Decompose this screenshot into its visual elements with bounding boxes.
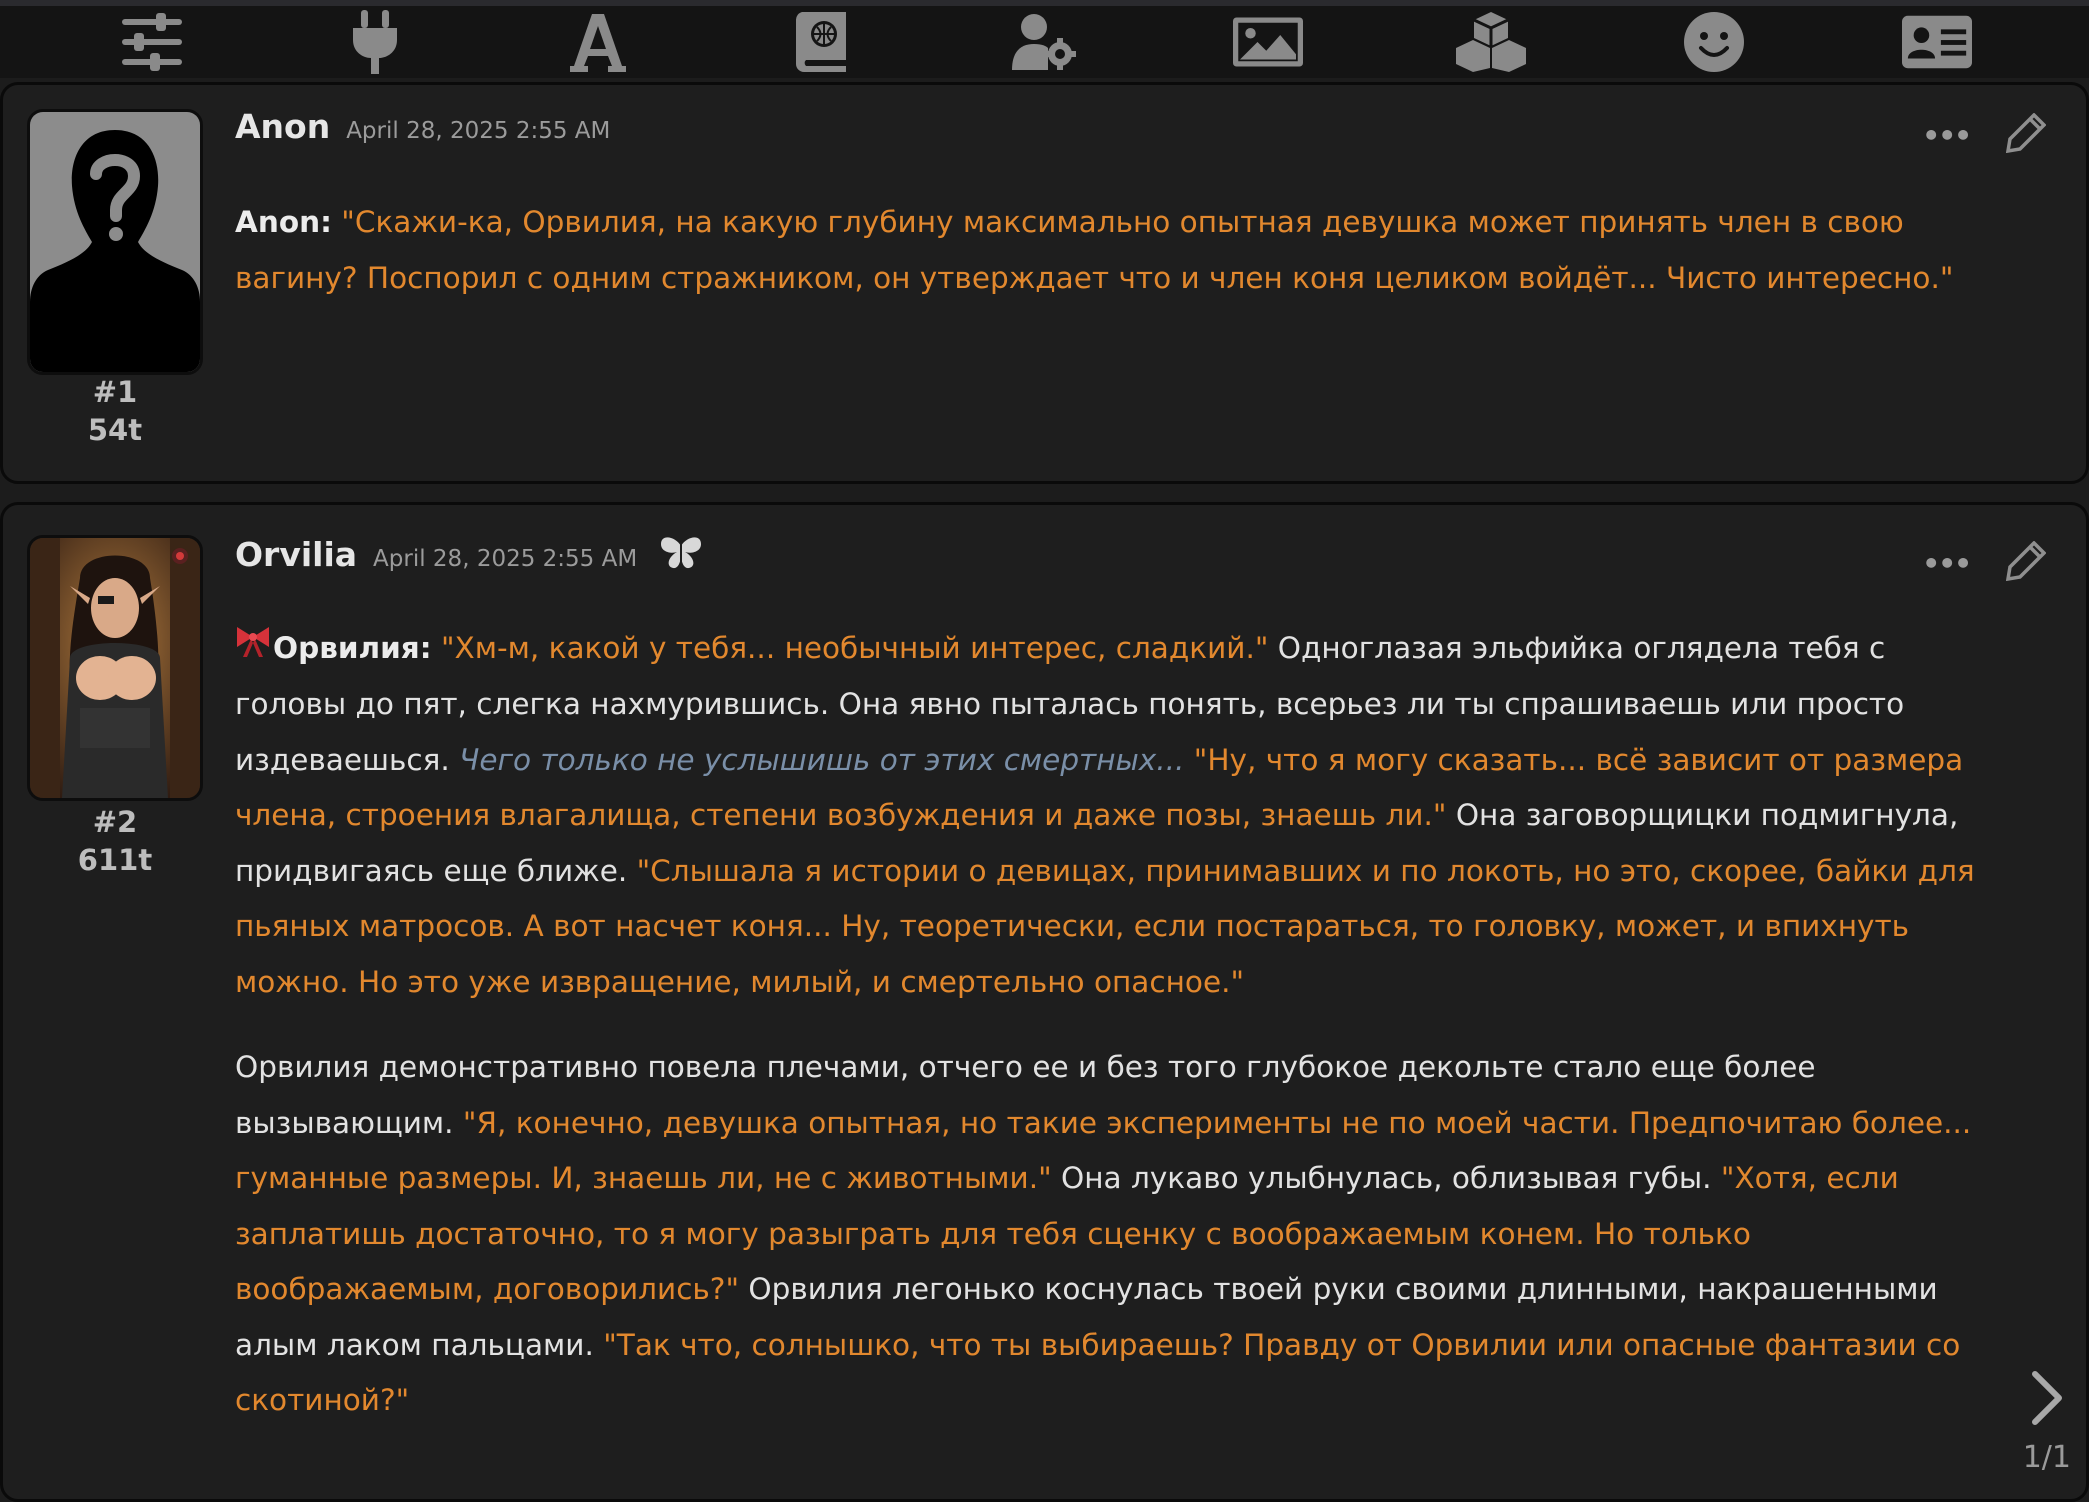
chat-message <box>0 82 2089 484</box>
font-a-icon[interactable] <box>563 7 633 77</box>
smiley-icon[interactable] <box>1679 7 1749 77</box>
edit-pencil-icon[interactable] <box>2006 113 2046 157</box>
message-id: #2 <box>92 805 138 839</box>
timestamp: April 28, 2025 2:55 AM <box>373 546 638 572</box>
chat-message <box>0 502 2089 1502</box>
image-icon[interactable] <box>1233 7 1303 77</box>
id-card-icon[interactable] <box>1902 7 1972 77</box>
swipe-counter: 1/1 <box>2022 1440 2071 1475</box>
cubes-icon[interactable] <box>1456 7 1526 77</box>
thought-text: Чего только не услышишь от этих смертных... <box>459 742 1185 777</box>
token-count: 54t <box>87 413 143 447</box>
user-gear-icon[interactable] <box>1009 7 1079 77</box>
message-id: #1 <box>92 375 138 409</box>
butterfly-icon <box>659 536 703 574</box>
speaker-label: Anon: <box>235 205 332 239</box>
quote-text: "Скажи-ка, Орвилия, на какую глубину максимально опытная девушка может принять член в свою вагину? Поспорил с одним стражником, он утверждает что и член коня целиком войдёт... Чисто интересно." <box>235 205 1954 295</box>
plug-icon[interactable] <box>340 7 410 77</box>
more-options-icon[interactable]: ••• <box>1922 118 1970 152</box>
sender-name: Anon <box>235 107 331 146</box>
narration-text: Орвилия демонстративно повела плечами, отчего ее и без того глубокое декольте стало еще более вызывающим. <box>235 1050 1816 1140</box>
quote-text: "Я, конечно, девушка опытная, но такие эксперименты не по моей части. Предпочитаю более... гуманные размеры. И, знаешь ли, не с животными." <box>235 1105 1972 1196</box>
narration-text: Она лукаво улыбнулась, облизывая губы. <box>1051 1161 1721 1196</box>
message-text <box>235 621 1996 1459</box>
message-text <box>235 195 1996 336</box>
quote-text: "Так что, солнышко, что ты выбираешь? Правду от Орвилии или опасные фантазии со скотиной?" <box>235 1327 1961 1418</box>
token-count: 611t <box>77 843 153 877</box>
narration-text: Одноглазая эльфийка оглядела тебя с головы до пят, слегка нахмурившись. Она явно пыталась понять, всерьез ли ты спрашиваешь или просто издеваешься. <box>235 631 1905 777</box>
quote-text: "Ну, что я могу сказать... всё зависит от размера члена, строения влагалища, степени возбуждения и даже позы, знаешь ли." <box>235 742 1964 833</box>
sender-name: Orvilia <box>235 535 358 574</box>
avatar[interactable] <box>27 535 203 801</box>
swipe-right-chevron-icon[interactable] <box>2029 1370 2065 1430</box>
quote-text: "Хотя, если заплатишь достаточно, то я могу разыграть для тебя сценку с воображаемым конем. Но только воображаемым, договорились?" <box>235 1161 1899 1307</box>
narration-text: Она заговорщицки подмигнула, придвигаясь еще ближе. <box>235 798 1959 888</box>
sliders-icon[interactable] <box>117 7 187 77</box>
ribbon-bow-icon <box>235 622 271 678</box>
avatar[interactable] <box>27 109 203 375</box>
more-options-icon[interactable]: ••• <box>1922 546 1970 580</box>
speaker-label: Орвилия: <box>273 631 432 665</box>
quote-text: "Слышала я истории о девицах, принимавших и по локоть, но это, скорее, байки для пьяных матросов. А вот насчет коня... Ну, теоретически, если постараться, то головку, может, и впихнуть можно. Но это уже извращение, милый, и смертельно опасное." <box>235 853 1975 999</box>
top-toolbar <box>0 0 2089 78</box>
message-actions <box>1922 113 2046 157</box>
message-actions <box>1922 541 2046 585</box>
quote-text: "Хм-м, какой у тебя... необычный интерес, сладкий." <box>440 631 1269 665</box>
message-header <box>235 535 703 574</box>
book-globe-icon[interactable] <box>786 7 856 77</box>
message-header <box>235 107 610 146</box>
timestamp: April 28, 2025 2:55 AM <box>346 118 611 144</box>
narration-text: Орвилия легонько коснулась твоей руки своими длинными, накрашенными алым лаком пальцами. <box>235 1272 1938 1362</box>
edit-pencil-icon[interactable] <box>2006 541 2046 585</box>
